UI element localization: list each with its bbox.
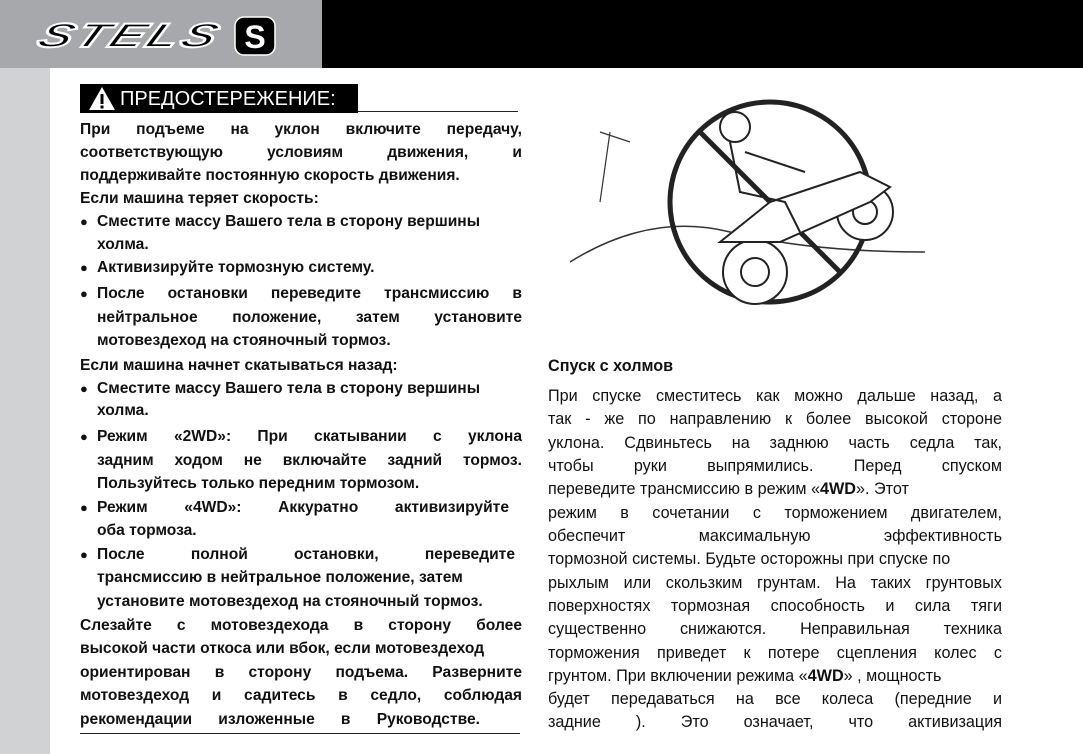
text-line: тормозной системы. Будьте осторожны при спуске по <box>548 550 951 568</box>
text-line: режим в сочетании с торможением двигателем, <box>548 504 1002 522</box>
bullet: ● <box>80 500 88 515</box>
bullet: ● <box>80 429 88 444</box>
warning-title: ПРЕДОСТЕРЕЖЕНИЕ: <box>120 88 336 110</box>
mode-4wd: 4WD <box>819 480 856 498</box>
bullet: ● <box>80 214 88 229</box>
text-line: ориентирован в сторону подъема. Разверните <box>80 664 522 681</box>
section-end-rule <box>80 733 520 734</box>
text-line <box>548 666 1002 686</box>
text-line: установите мотовездеход на стояночный тормоз. <box>97 593 483 610</box>
section-heading: Спуск с холмов <box>548 357 674 375</box>
text-segment: » , мощность <box>843 667 942 685</box>
header-black-band <box>322 0 1083 68</box>
stels-logo <box>20 14 280 58</box>
text-segment: переведите трансмиссию в режим « <box>548 480 820 498</box>
text-segment: ». Этот <box>855 480 909 498</box>
atv-drawing <box>670 102 893 304</box>
bullet: ● <box>80 260 88 275</box>
text-line: При спуске сместитесь как можно дальше назад, а <box>548 387 1002 405</box>
text-line <box>548 479 1002 499</box>
text-line: торможения приведет к потере сцепления колес с <box>548 644 1002 662</box>
text-line: холма. <box>97 236 149 253</box>
warning-heading <box>80 84 358 113</box>
text-line: обеспечит максимальную эффективность <box>548 527 1002 545</box>
text-line: задние ). Это означает, что активизация <box>548 713 1002 731</box>
text-line: будет передаваться на все колеса (передние и <box>548 690 1002 708</box>
text-line: Режим «4WD»: Аккуратно активизируйте <box>97 499 509 516</box>
text-line: холма. <box>97 402 149 419</box>
text-line: оба тормоза. <box>97 522 197 539</box>
warning-icon <box>88 86 116 111</box>
text-line: После остановки переведите трансмиссию в <box>97 285 522 302</box>
text-line: задним ходом не включайте задний тормоз. <box>97 452 522 469</box>
text-line: чтобы руки выпрямились. Перед спуском <box>548 457 1002 475</box>
text-line: Сместите массу Вашего тела в сторону вершины <box>97 213 481 230</box>
text-line: Слезайте с мотовездехода в сторону более <box>80 617 522 634</box>
mode-4wd: 4WD <box>807 667 844 685</box>
text-line: Если машина начнет скатываться назад: <box>80 357 398 374</box>
text-line: Активизируйте тормозную систему. <box>97 259 375 276</box>
bullet: ● <box>80 286 88 301</box>
text-line: рыхлым или скользким грунтам. На таких грунтовых <box>548 574 1002 592</box>
text-line: уклона. Сдвиньтесь на заднюю часть седла так, <box>548 434 1002 452</box>
text-line: После полной остановки, переведите <box>97 546 515 563</box>
text-line: соответствующую условиям движения, и <box>80 144 522 161</box>
text-line: Если машина теряет скорость: <box>80 190 319 207</box>
text-line: существенно снижаются. Неправильная техника <box>548 620 1002 638</box>
text-line: трансмиссию в нейтральное положение, затем <box>97 569 463 586</box>
text-line: мотовездеход и садитесь в седло, соблюдая <box>80 687 522 704</box>
text-line: Пользуйтесь только передним тормозом. <box>97 475 420 492</box>
text-line: рекомендации изложенные в Руководстве. <box>80 711 480 728</box>
text-line: При подъеме на уклон включите передачу, <box>80 121 522 138</box>
bullet: ● <box>80 381 88 396</box>
text-line: поддерживайте постоянную скорость движения. <box>80 167 460 184</box>
heading-rule <box>358 111 518 112</box>
text-line: Режим «2WD»: При скатывании с уклона <box>97 428 522 445</box>
text-line: высокой части откоса или вбок, если мотовездеход <box>80 640 485 657</box>
text-line: мотовездеход на стояночный тормоз. <box>97 332 391 349</box>
atv-prohibited-illustration <box>570 92 930 327</box>
text-line: Сместите массу Вашего тела в сторону вершины <box>97 380 481 397</box>
text-line: нейтральное положение, затем установите <box>97 309 522 326</box>
bullet: ● <box>80 547 88 562</box>
text-line: поверхностях тормозная способность и сила тяги <box>548 597 1002 615</box>
side-strip <box>0 68 50 754</box>
text-segment: грунтом. При включении режима « <box>548 667 808 685</box>
text-line: так - же по направлению к более высокой стороне <box>548 410 1002 428</box>
svg-text:S: S <box>244 19 266 55</box>
svg-text:STELS: STELS <box>31 16 169 55</box>
